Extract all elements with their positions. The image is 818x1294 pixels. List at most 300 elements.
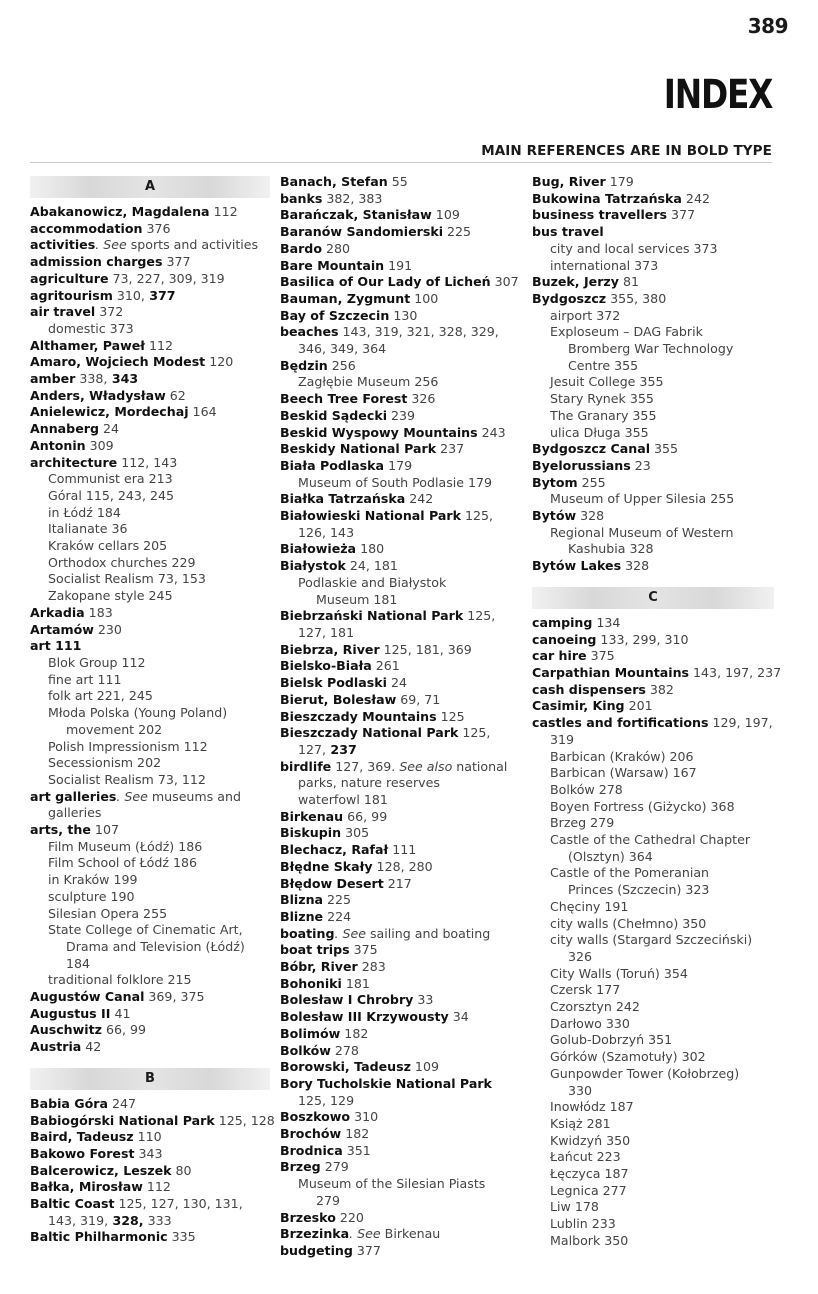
index-entry (280, 1226, 522, 1243)
index-entry (280, 608, 522, 625)
section-letter: B (145, 1070, 155, 1086)
entry-locators: Stary Rynek 355 (550, 391, 654, 407)
index-subentry (532, 491, 774, 508)
entry-heading: Bierut, Bolesław (280, 691, 397, 707)
entry-locators: fine art 111 (48, 671, 122, 687)
index-subentry (532, 849, 774, 866)
index-subentry (280, 1093, 522, 1110)
entry-locators: 375 (349, 942, 378, 958)
index-entry (280, 658, 522, 675)
entry-heading: Bytom (532, 474, 578, 490)
index-entry (280, 809, 522, 826)
index-subentry (280, 775, 522, 792)
entry-locators: 125, 129 (298, 1092, 355, 1108)
entry-heading: car hire (532, 648, 587, 664)
entry-heading: architecture (30, 454, 118, 470)
index-entry (280, 358, 522, 375)
page-title: INDEX (663, 72, 772, 118)
entry-locators: 129, 197, (708, 715, 773, 731)
entry-locators: 242 (405, 491, 434, 507)
index-subentry (532, 865, 774, 882)
entry-locators: Łęczyca 187 (550, 1166, 629, 1182)
see-reference: . See (116, 788, 148, 804)
entry-heading: art galleries (30, 788, 117, 804)
index-entry (280, 224, 522, 241)
entry-locators: 247 (108, 1095, 137, 1111)
entry-heading: Błędow Desert (280, 875, 384, 891)
entry-heading: Boszkowo (280, 1109, 351, 1125)
index-subentry (532, 799, 774, 816)
section-letter: A (144, 179, 156, 194)
entry-heading: boating (280, 925, 335, 941)
index-entry (280, 391, 522, 408)
entry-heading: Amaro, Wojciech Modest (30, 354, 206, 370)
entry-locators: 134 (592, 614, 621, 630)
index-subentry (532, 1083, 774, 1100)
index-subentry (532, 1199, 774, 1216)
entry-locators: 66, 99 (101, 1022, 147, 1038)
entry-locators: 191 (384, 257, 413, 273)
index-subentry (532, 815, 774, 832)
index-entry (280, 692, 522, 709)
entry-heading: Bałka, Mirosław (30, 1179, 143, 1195)
index-subentry (280, 475, 522, 492)
index-entry (532, 475, 774, 492)
index-subentry (532, 982, 774, 999)
index-entry (30, 638, 270, 655)
index-subentry (30, 922, 270, 939)
entry-locators: sports and activities (126, 237, 259, 253)
index-subentry (280, 742, 522, 759)
index-entry (280, 892, 522, 909)
entry-heading: air travel (30, 304, 96, 320)
index-entry (280, 191, 522, 208)
entry-locators: 377 (352, 1243, 381, 1258)
entry-heading: Austria (30, 1039, 82, 1055)
entry-locators: 181 (341, 975, 370, 991)
entry-locators: Barbican (Warsaw) 167 (550, 765, 697, 781)
index-subentry (532, 882, 774, 899)
index-entry (30, 789, 270, 806)
index-entry (30, 1129, 270, 1146)
entry-locators: Liw 178 (550, 1199, 599, 1215)
index-entry (280, 842, 522, 859)
entry-locators: sculpture 190 (48, 888, 135, 904)
entry-locators: Brzeg 279 (550, 815, 615, 831)
index-entry (30, 1146, 270, 1163)
entry-heading: Annaberg (30, 421, 99, 437)
index-entry (30, 304, 270, 321)
index-subentry (30, 672, 270, 689)
entry-heading: Baird, Tadeusz (30, 1129, 134, 1145)
index-entry (280, 642, 522, 659)
entry-locators: Castle of the Cathedral Chapter (550, 832, 750, 848)
index-subentry (532, 258, 774, 275)
entry-locators: 305 (341, 825, 370, 841)
index-entry (532, 558, 774, 575)
entry-locators: 319 (550, 731, 575, 747)
entry-locators: 125, 127, 130, 131, (114, 1196, 243, 1212)
entry-locators: Regional Museum of Western (550, 524, 734, 540)
entry-heading: Bay of Szczecin (280, 307, 390, 323)
entry-locators: 309 (85, 437, 114, 453)
entry-heading: Balcerowicz, Leszek (30, 1162, 172, 1178)
entry-locators: 326 (407, 391, 436, 407)
index-entry (532, 274, 774, 291)
entry-locators: 112, 143 (117, 454, 178, 470)
entry-locators: Gunpowder Tower (Kołobrzeg) (550, 1065, 740, 1081)
entry-locators: 23 (630, 457, 651, 473)
entry-locators: Exploseum – DAG Fabrik (550, 324, 703, 340)
index-subentry (532, 1133, 774, 1150)
index-subentry (30, 855, 270, 872)
index-entry (280, 725, 522, 742)
index-entry (30, 421, 270, 438)
entry-heading: Biebrza, River (280, 641, 380, 657)
entry-locators: Chęciny 191 (550, 898, 629, 914)
entry-heading: Beskid Wyspowy Mountains (280, 424, 478, 440)
entry-locators: 224 (323, 908, 352, 924)
index-entry (280, 709, 522, 726)
entry-locators: 42 (81, 1039, 102, 1055)
index-subentry (280, 575, 522, 592)
index-entry (532, 224, 774, 241)
index-subentry (30, 538, 270, 555)
index-entry (30, 354, 270, 371)
entry-locators: Zakopane style 245 (48, 588, 173, 604)
entry-locators: 355 (650, 441, 679, 457)
index-entry (280, 558, 522, 575)
entry-heading: beaches (280, 324, 339, 340)
entry-locators: (Olsztyn) 364 (568, 848, 653, 864)
entry-locators: Secessionism 202 (48, 755, 162, 771)
entry-heading: Bydgoszcz (532, 290, 607, 306)
entry-locators: 369, 375 (144, 989, 205, 1005)
entry-heading: Bytów (532, 508, 577, 524)
entry-locators: 110 (133, 1129, 162, 1145)
index-subentry (532, 1066, 774, 1083)
index-entry (280, 876, 522, 893)
entry-locators: Kraków cellars 205 (48, 538, 168, 554)
entry-heading: Casimir, King (532, 698, 625, 714)
entry-heading: Białka Tatrzańska (280, 491, 406, 507)
index-entry (532, 682, 774, 699)
index-entry (30, 204, 270, 221)
index-entry (30, 438, 270, 455)
entry-locators: 328 (576, 508, 605, 524)
entry-heading: Bóbr, River (280, 959, 358, 975)
index-entry (280, 308, 522, 325)
entry-heading: Augustus II (30, 1005, 111, 1021)
index-subentry (532, 999, 774, 1016)
entry-heading: Beskidy National Park (280, 441, 437, 457)
index-entry (280, 425, 522, 442)
index-entry (532, 291, 774, 308)
index-entry (30, 237, 270, 254)
entry-locators: galleries (48, 805, 102, 821)
entry-heading: arts, the (30, 822, 91, 838)
index-subentry (280, 625, 522, 642)
index-column-2 (280, 174, 522, 1260)
index-entry (532, 508, 774, 525)
entry-locators: Kwidzyń 350 (550, 1132, 631, 1148)
index-subentry (532, 732, 774, 749)
entry-locators: 310, (112, 287, 145, 303)
index-column-3 (532, 174, 782, 1250)
index-entry (280, 258, 522, 275)
entry-locators: Młoda Polska (Young Poland) (48, 705, 228, 721)
index-entry (532, 174, 774, 191)
entry-locators: 112 (144, 337, 174, 353)
entry-locators: 179 (605, 174, 634, 189)
entry-locators: 183 (84, 604, 113, 620)
entry-locators: 179 (384, 457, 413, 473)
entry-locators: 180 (356, 541, 385, 557)
entry-locators: 143, 319, (48, 1212, 109, 1228)
entry-heading: Brzeg (280, 1159, 321, 1175)
entry-locators: Inowłódz 187 (550, 1099, 634, 1115)
entry-heading: activities (30, 237, 96, 253)
index-subentry (30, 956, 270, 973)
index-subentry (30, 655, 270, 672)
index-entry (280, 541, 522, 558)
see-also-reference: See also (395, 758, 453, 774)
index-entry (280, 942, 522, 959)
index-entry (280, 441, 522, 458)
entry-locators: Italianate 36 (48, 521, 128, 537)
entry-heading: bus travel (532, 224, 604, 240)
index-subentry (30, 1213, 270, 1230)
entry-locators: 24, 181 (345, 558, 398, 574)
entry-heading: Auschwitz (30, 1022, 102, 1038)
entry-locators: Bolków 278 (550, 781, 623, 797)
entry-heading: Augustów Canal (30, 989, 145, 1005)
index-subentry (532, 1233, 774, 1250)
index-entry (280, 992, 522, 1009)
entry-heading: Banach, Stefan (280, 174, 388, 189)
index-entry (280, 1076, 522, 1093)
index-subentry (532, 308, 774, 325)
see-reference: . See (349, 1226, 381, 1242)
index-entry (280, 1159, 522, 1176)
entry-locators: 125, (458, 725, 491, 741)
entry-locators: 201 (624, 698, 653, 714)
index-entry (30, 254, 270, 271)
entry-heading: Bolesław I Chrobry (280, 992, 414, 1008)
entry-heading: Białowieski National Park (280, 508, 461, 524)
entry-locators: Museum 181 (316, 591, 398, 607)
index-subentry (532, 966, 774, 983)
entry-locators: Socialist Realism 73, 112 (48, 771, 206, 787)
index-subentry (280, 374, 522, 391)
entry-locators: The Granary 355 (550, 407, 657, 423)
index-entry (280, 241, 522, 258)
entry-heading: Biskupin (280, 825, 342, 841)
index-subentry (532, 1099, 774, 1116)
entry-heading: Beech Tree Forest (280, 391, 408, 407)
entry-locators: Kashubia 328 (568, 541, 654, 557)
index-subentry (30, 839, 270, 856)
index-entry (280, 1043, 522, 1060)
index-subentry (30, 505, 270, 522)
entry-locators: 255 (577, 474, 606, 490)
index-entry (30, 221, 270, 238)
entry-heading: Bauman, Zygmunt (280, 290, 411, 306)
entry-heading: Bare Mountain (280, 257, 385, 273)
entry-heading: banks (280, 190, 323, 206)
entry-heading: Barańczak, Stanisław (280, 207, 432, 223)
entry-locators: 278 (330, 1042, 359, 1058)
entry-locators: 80 (171, 1162, 192, 1178)
entry-heading: Blizne (280, 908, 324, 924)
entry-locators: 217 (383, 875, 412, 891)
entry-heading: Bug, River (532, 174, 606, 189)
entry-heading: Arkadia (30, 604, 85, 620)
index-subentry (30, 555, 270, 572)
entry-locators: 307 (490, 274, 519, 290)
entry-heading: Antonin (30, 437, 86, 453)
entry-locators: 127, 369. (331, 758, 396, 774)
entry-heading: Brodnica (280, 1142, 343, 1158)
index-subentry (532, 1216, 774, 1233)
entry-locators: 239 (387, 407, 416, 423)
entry-locators-tail: national (452, 758, 508, 774)
entry-locators: 111 (388, 842, 417, 858)
index-entry (280, 324, 522, 341)
entry-locators: 107 (90, 822, 119, 838)
entry-heading: Blizna (280, 892, 324, 908)
entry-locators: sailing and boating (365, 925, 491, 941)
entry-heading: Byelorussians (532, 457, 631, 473)
entry-locators: Polish Impressionism 112 (48, 738, 208, 754)
entry-heading: Bieszczady Mountains (280, 708, 437, 724)
entry-heading: Basilica of Our Lady of Licheń (280, 274, 491, 290)
index-subentry (30, 571, 270, 588)
index-entry (280, 458, 522, 475)
entry-locators: 112 (142, 1179, 171, 1195)
entry-heading: Birkenau (280, 808, 344, 824)
entry-heading: Borowski, Tadeusz (280, 1059, 411, 1075)
entry-heading: boat trips (280, 942, 350, 958)
entry-locators: Góral 115, 243, 245 (48, 487, 174, 503)
index-subentry (532, 391, 774, 408)
entry-locators: Film School of Łódź 186 (48, 855, 197, 871)
entry-locators: 34 (448, 1009, 469, 1025)
entry-heading: Bukowina Tatrzańska (532, 190, 682, 206)
entry-locators: Blok Group 112 (48, 654, 146, 670)
index-subentry (30, 488, 270, 505)
entry-locators: 225 (443, 224, 472, 240)
index-entry (280, 174, 522, 191)
index-entry (532, 664, 782, 682)
index-subentry (30, 521, 270, 538)
entry-locators: 375 (586, 648, 615, 664)
entry-heading: Beskid Sądecki (280, 407, 388, 423)
index-subentry (532, 932, 774, 949)
index-entry (30, 1229, 270, 1246)
index-subentry (532, 949, 774, 966)
entry-locators: 127, (298, 741, 327, 757)
entry-heading: Brochów (280, 1126, 342, 1142)
index-entry (280, 675, 522, 692)
entry-heading: Biała Podlaska (280, 457, 385, 473)
entry-heading: Babiogórski National Park (30, 1112, 215, 1128)
entry-heading: Abakanowicz, Magdalena (30, 204, 210, 219)
see-reference: . See (95, 237, 127, 253)
index-subentry (532, 1049, 774, 1066)
entry-heading: Brzezinka (280, 1226, 350, 1242)
entry-heading: agritourism (30, 287, 113, 303)
entry-locators: 125, 181, 369 (379, 641, 472, 657)
entry-locators: Golub-Dobrzyń 351 (550, 1032, 673, 1048)
index-entry (280, 909, 522, 926)
entry-heading: Bieszczady National Park (280, 725, 459, 741)
index-entry (30, 1179, 270, 1196)
entry-locators: 376 (142, 220, 171, 236)
index-entry (532, 207, 774, 224)
entry-locators: Film Museum (Łódź) 186 (48, 838, 203, 854)
index-entry (532, 615, 774, 632)
entry-locators: 24 (386, 675, 407, 691)
entry-locators: domestic 373 (48, 320, 134, 336)
index-entry (532, 715, 774, 732)
entry-locators: 112 (209, 204, 238, 219)
entry-locators: 73, 227, 309, 319 (108, 270, 225, 286)
entry-heading: Baranów Sandomierski (280, 224, 444, 240)
entry-locators: city walls (Chełmno) 350 (550, 915, 707, 931)
entry-locators: 182 (341, 1126, 370, 1142)
entry-heading: Będzin (280, 357, 328, 373)
index-entry (280, 825, 522, 842)
entry-locators: traditional folklore 215 (48, 972, 192, 988)
entry-heading: amber (30, 371, 76, 387)
index-entry (280, 508, 522, 525)
index-entry (30, 1112, 275, 1130)
index-entry (30, 271, 270, 288)
entry-locators: 382, 383 (322, 190, 383, 206)
index-entry (280, 759, 522, 776)
letter-section-header (30, 176, 270, 198)
entry-heading: Artamów (30, 621, 94, 637)
index-entry (30, 1163, 270, 1180)
entry-heading: business travellers (532, 207, 668, 223)
entry-locators: 279 (316, 1192, 341, 1208)
main-reference: 343 (107, 371, 139, 387)
entry-heading: Bory Tucholskie National Park (280, 1075, 492, 1091)
entry-locators: 143, 319, 321, 328, 329, (338, 324, 499, 340)
entry-locators: Barbican (Kraków) 206 (550, 748, 694, 764)
index-subentry (30, 722, 270, 739)
entry-heading: Blechacz, Rafał (280, 842, 389, 858)
index-subentry (532, 916, 774, 933)
section-spacer (532, 575, 774, 585)
entry-heading: castles and fortifications (532, 715, 709, 731)
entry-locators: Zagłębie Museum 256 (298, 374, 439, 390)
entry-locators: museums and (147, 788, 241, 804)
entry-locators: Communist era 213 (48, 471, 173, 487)
entry-heading: accommodation (30, 220, 143, 236)
entry-heading: Baltic Coast (30, 1196, 115, 1212)
main-reference: 328, (108, 1212, 144, 1228)
entry-locators: 125, (460, 508, 494, 524)
index-subentry (280, 341, 522, 358)
index-entry (30, 404, 270, 421)
entry-locators: 133, 299, 310 (596, 631, 689, 647)
entry-locators: Książ 281 (550, 1115, 611, 1131)
entry-locators-tail: 333 (143, 1212, 172, 1228)
index-subentry (532, 1116, 774, 1133)
index-entry (532, 632, 774, 649)
